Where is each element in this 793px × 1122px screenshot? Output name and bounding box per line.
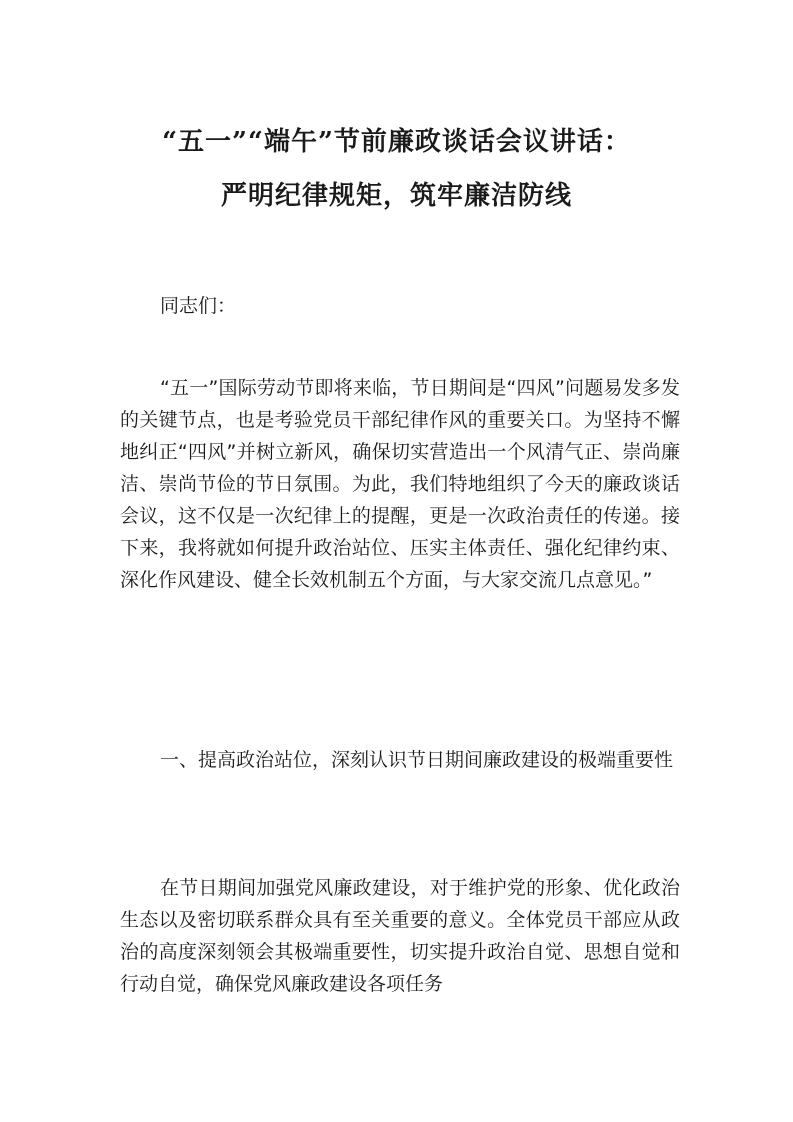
paragraph-section-1: 在节日期间加强党风廉政建设，对于维护党的形象、优化政治生态以及密切联系群众具有至关重要的意义。全体党员干部应从政治的高度深刻领会其极端重要性，切实提升政治自觉、思想自觉和行动自觉，确保党风廉政建设各项任务 bbox=[120, 877, 680, 995]
paragraph-intro: “五一”国际劳动节即将来临，节日期间是“四风”问题易发多发的关键节点，也是考验党员干部纪律作风的重要关口。为坚持不懈地纠正“四风”并树立新风，确保切实营造出一个风清气正、崇尚廉洁、崇尚节俭的节日氛围。为此，我们特地组织了今天的廉政谈话会议，这不仅是一次纪律上的提醒，更是一次政治责任的传递。接下来，我将就如何提升政治站位、压实主体责任、强化纪律约束、深化作风建设、健全长效机制五个方面，与大家交流几点意见。” bbox=[120, 377, 680, 591]
document-title-line-1: “五一”“端午”节前廉政谈话会议讲话： bbox=[162, 127, 631, 157]
salutation: 同志们： bbox=[160, 295, 237, 317]
section-heading-1: 一、提高政治站位，深刻认识节日期间廉政建设的极端重要性 bbox=[160, 749, 674, 771]
document-title-line-2: 严明纪律规矩，筑牢廉洁防线 bbox=[220, 181, 572, 211]
